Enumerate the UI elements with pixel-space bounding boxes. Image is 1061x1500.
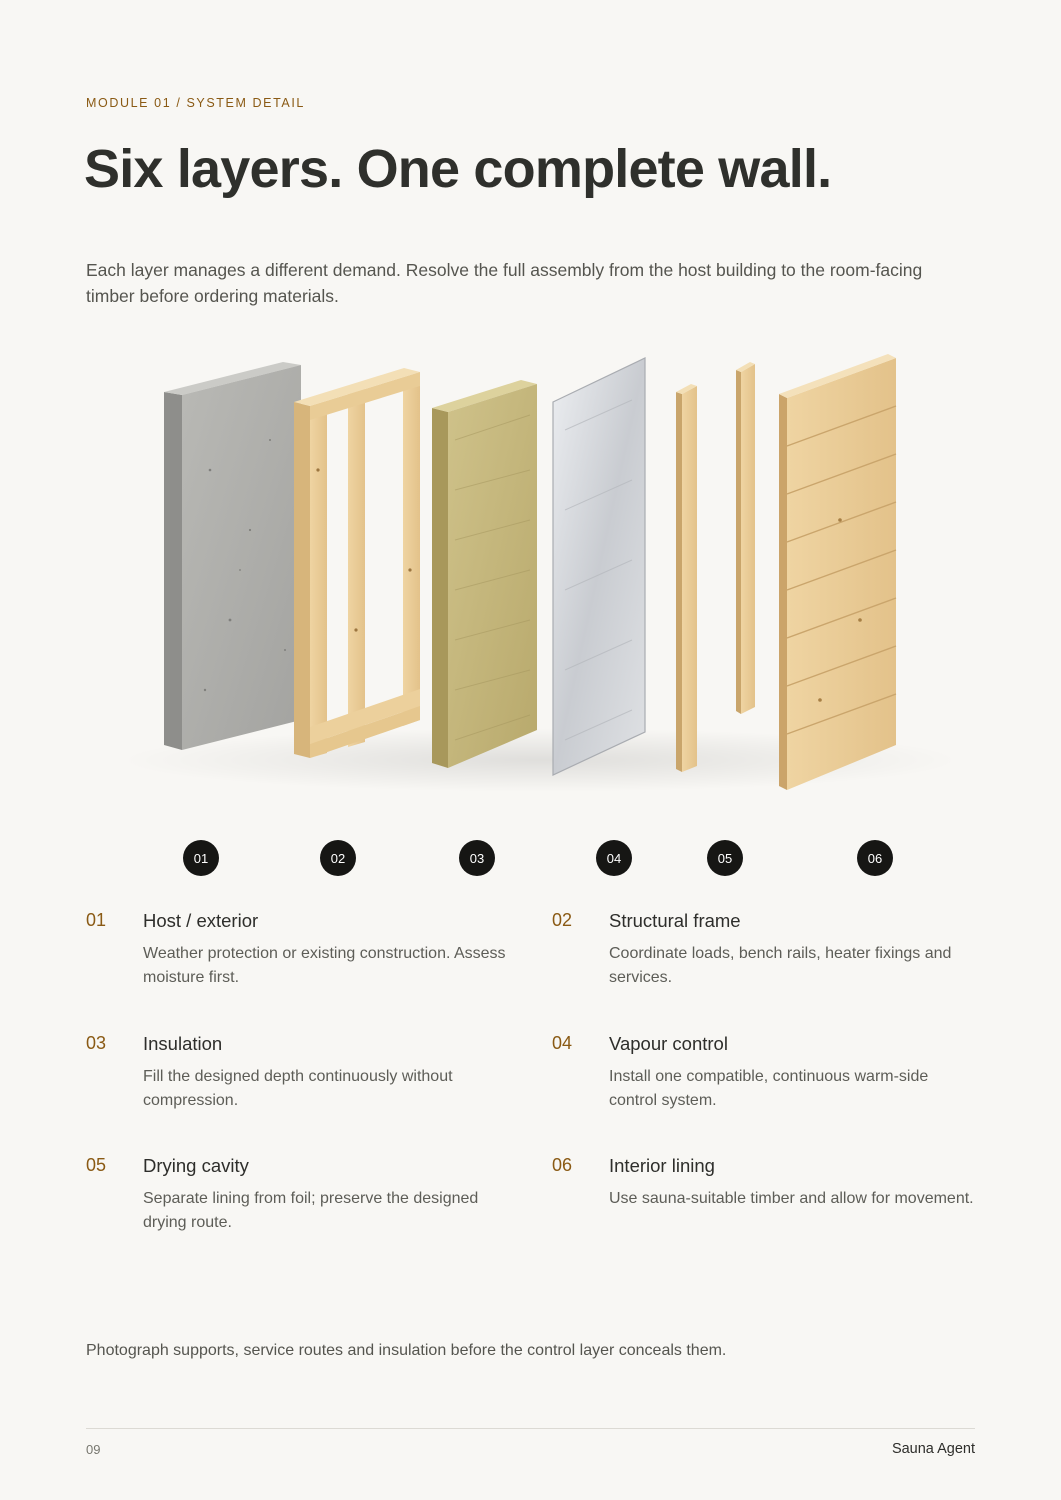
layer-number: 06 bbox=[552, 1155, 573, 1175]
layer-title: Insulation bbox=[143, 1033, 223, 1054]
layer-01-concrete-panel bbox=[164, 362, 301, 750]
marker-05 bbox=[707, 840, 743, 876]
page-number: 09 bbox=[86, 1442, 101, 1457]
svg-text:03: 03 bbox=[469, 851, 485, 866]
layer-description: Fill the designed depth continuously without compression. bbox=[143, 1068, 453, 1109]
layer-description: Weather protection or existing construction. Assess moisture first. bbox=[143, 945, 506, 986]
layer-number: 04 bbox=[552, 1033, 573, 1053]
footer-divider bbox=[86, 1428, 975, 1429]
svg-text:06: 06 bbox=[867, 851, 883, 866]
marker-02 bbox=[320, 840, 356, 876]
page-title: Six layers. One complete wall. bbox=[84, 139, 832, 199]
svg-text:01: 01 bbox=[193, 851, 209, 866]
marker-04 bbox=[596, 840, 632, 876]
marker-01 bbox=[183, 840, 219, 876]
layer-number: 01 bbox=[86, 910, 107, 930]
layer-04-vapour-foil bbox=[553, 358, 645, 775]
layer-title: Host / exterior bbox=[143, 910, 259, 931]
layer-title: Drying cavity bbox=[143, 1155, 249, 1176]
marker-06 bbox=[857, 840, 893, 876]
wall-layers-illustration bbox=[0, 320, 1061, 890]
layer-title: Structural frame bbox=[609, 910, 741, 931]
brand-name: Sauna Agent bbox=[891, 1441, 975, 1457]
layer-06-lining-boards bbox=[779, 354, 896, 790]
layer-markers bbox=[183, 840, 893, 876]
layer-02-timber-frame bbox=[294, 368, 420, 758]
layer-description: Coordinate loads, bench rails, heater fixings and services. bbox=[609, 945, 952, 986]
layer-description: Install one compatible, continuous warm-side control system. bbox=[609, 1068, 929, 1109]
intro-paragraph: Each layer manages a different demand. Resolve the full assembly from the host building to the room-facing timber before ordering materials. bbox=[86, 260, 923, 306]
footnote: Photograph supports, service routes and insulation before the control layer conceals them. bbox=[86, 1342, 727, 1359]
marker-03 bbox=[459, 840, 495, 876]
layer-03-insulation-batt bbox=[432, 380, 537, 768]
layer-title: Interior lining bbox=[609, 1155, 715, 1176]
svg-text:04: 04 bbox=[606, 851, 622, 866]
section-kicker: MODULE 01 / SYSTEM DETAIL bbox=[86, 96, 305, 110]
layer-number: 05 bbox=[86, 1155, 107, 1175]
layer-description: Separate lining from foil; preserve the designed drying route. bbox=[143, 1190, 479, 1231]
layer-title: Vapour control bbox=[609, 1033, 728, 1054]
layer-number: 02 bbox=[552, 910, 573, 930]
layer-description: Use sauna-suitable timber and allow for movement. bbox=[609, 1190, 974, 1207]
layer-number: 03 bbox=[86, 1033, 107, 1053]
svg-text:02: 02 bbox=[330, 851, 346, 866]
layer-05-battens bbox=[676, 362, 755, 772]
svg-text:05: 05 bbox=[717, 851, 733, 866]
